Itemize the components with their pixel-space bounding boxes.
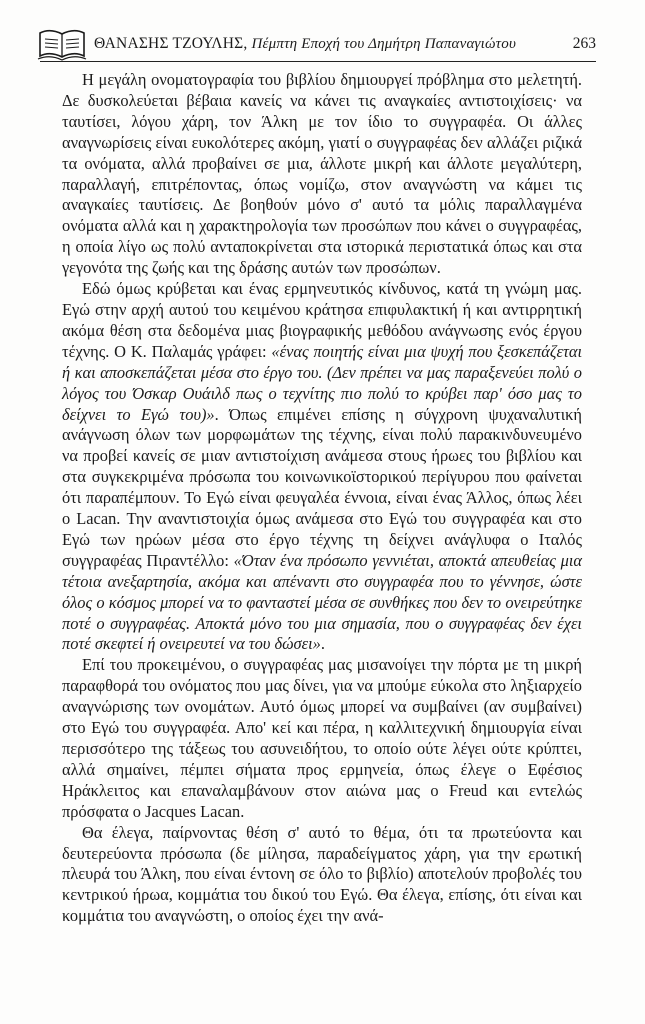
- running-head-author: ΘΑΝΑΣΗΣ ΤΖΟΥΛΗΣ,: [94, 35, 248, 52]
- paragraph-text: . Όπως επιμένει επίσης η σύγχρονη ψυχαναλυτική ανάγνωση όλων των μορφωμάτων της τέχνης, είναι πολύ παρακινδυνευμένο να προβεί κανείς σε μιαν αντιστοίχιση ανάμεσα στους ήρωες του βιβλίου και στα συγκεκριμένα πρόσωπα του κοινωνικοϊστορικού περίγυρου που φαίνεται ότι παραπέμπουν. Το Εγώ είναι φευγαλέα έννοια, είναι ένας Άλλος, όπως λέει ο Lacan. Την αναντιστοιχία όμως ανάμεσα στο Εγώ του συγγραφέα και στο Εγώ των ηρώων μέσα στο έργο τέχνης τη δείχνει ανάγλυφα ο Ιταλός συγγραφέας Πιραντέλλο:: [62, 404, 582, 570]
- paragraph-text: Εδώ όμως κρύβεται και ένας ερμηνευτικός κίνδυνος, κατά τη γνώμη μας. Εγώ στην αρχή αυτού του κειμένου κράτησα επιφυλακτική ή και αντιρρητική ακόμα θέση στα δεδομένα μιας βιογραφικής μεθόδου ανάγνωσης ενός έργου τέχνης. Ο Κ. Παλαμάς γράφει:: [62, 279, 582, 361]
- quotation-text: «Όταν ένα πρόσωπο γεννιέται, αποκτά απευθείας μια τέτοια ανεξαρτησία, ακόμα και απέναντι στο συγγραφέα που το γέννησε, ώστε όλος ο κόσμος μπορεί να το φανταστεί μέσα σε συνθήκες που δεν το ονειρεύτηκε ποτέ ο συγγραφέας. Αποκτά μόνο του μια σημασία, που ο συγγραφέας δεν έχει ποτέ σκεφτεί ή ονειρευτεί να του δώσει»: [62, 550, 583, 654]
- paragraph: [62, 279, 582, 655]
- book-icon: [36, 26, 88, 62]
- running-head: [36, 26, 596, 62]
- paragraph-text: Επί του προκειμένου, ο συγγραφέας μας μισανοίγει την πόρτα με τη μικρή παραφθορά του ονόματος που μας δίνει, για να μπούμε εύκολα στο ληξιαρχείο αναγνώρισης των ονομάτων. Αυτό όμως μπορεί να συμβαίνει (αν συμβαίνει) στο Εγώ του συγγραφέα. Απο' κεί και πέρα, η καλλιτεχνική δημιουργία είναι περισσότερο της τάξεως του ασυνειδήτου, το οποίο ούτε λέγει ούτε κρύπτει, αλλά σημαίνει, πέμπει σήματα προς ερμηνεία, όπως έλεγε ο Εφέσιος Ηράκλειτος και επαναλαμβάνουν στον αιώνα μας ο Freud και εντελώς πρόσφατα ο Jacques Lacan.: [62, 655, 582, 821]
- header-rule: [40, 61, 596, 62]
- page-number: 263: [572, 35, 596, 52]
- paragraph: [62, 70, 582, 279]
- running-head-title: Πέμπτη Εποχή του Δημήτρη Παπαναγιώτου: [251, 36, 517, 52]
- quotation-text: «ένας ποιητής είναι μια ψυχή που ξεσκεπάζεται ή και αποσκεπάζεται μέσα στο έργο του. (Δεν πρέπει να μας παραξενεύει πολύ ο λόγος του Όσκαρ Ουάιλδ πως ο τεχνίτης πιο πολύ το κρύβει παρ' όσο μας το δείχνει το Εγώ του)»: [62, 341, 582, 424]
- paragraph-text: Η μεγάλη ονοματογραφία του βιβλίου δημιουργεί πρόβλημα στο μελετητή. Δε δυσκολεύεται βέβαια κανείς να κάνει τις αναγκαίες αντιστοιχίσεις· να ταυτίσει, λόγου χάρη, τον Άλκη με τον ίδιο το συγγραφέα. Οι άλλες αναγνωρίσεις είναι ευκολότερες ακόμη, γιατί ο συγγραφέας δεν αλλάζει ριζικά τα ονόματα, αλλά προβαίνει σε μια, άλλοτε μικρή και άλλοτε μεγαλύτερη, παραλλαγή, επιτρέποντας, όπως νομίζω, στον αναγνώστη να κάμει τις αναγκαίες ταυτίσεις. Δε βοηθούν μόνο σ' αυτό τα μόλις παραλλαγμένα ονόματα αλλά και η χαρακτηρολογία των προσώπων που κάνει ο συγγραφέας, η οποία λίγο ως πολύ ανταποκρίνεται στα ιστορικά περιστατικά όπως και στα γεγονότα της ζωής και της δράσης αυτών των προσώπων.: [62, 70, 582, 278]
- running-head-text: [94, 35, 516, 53]
- paragraph-text: Θα έλεγα, παίρνοντας θέση σ' αυτό το θέμα, ότι τα πρωτεύοντα και δευτερεύοντα πρόσωπα (δε μίλησα, παραδείγματος χάρη, για την ερωτική πλευρά του Άλκη, που είναι έντονη σε όλο το βιβλίο) αποτελούν προβολές του κεντρικού ήρωα, κομμάτια του δικού του Εγώ. Θα έλεγα, επίσης, ότι είναι και κομμάτια του αναγνώστη, ο οποίος έχει την ανά-: [62, 822, 582, 926]
- body-text: [62, 70, 582, 927]
- paragraph: [62, 655, 582, 822]
- paragraph-text: .: [320, 634, 325, 654]
- paragraph: [62, 823, 582, 928]
